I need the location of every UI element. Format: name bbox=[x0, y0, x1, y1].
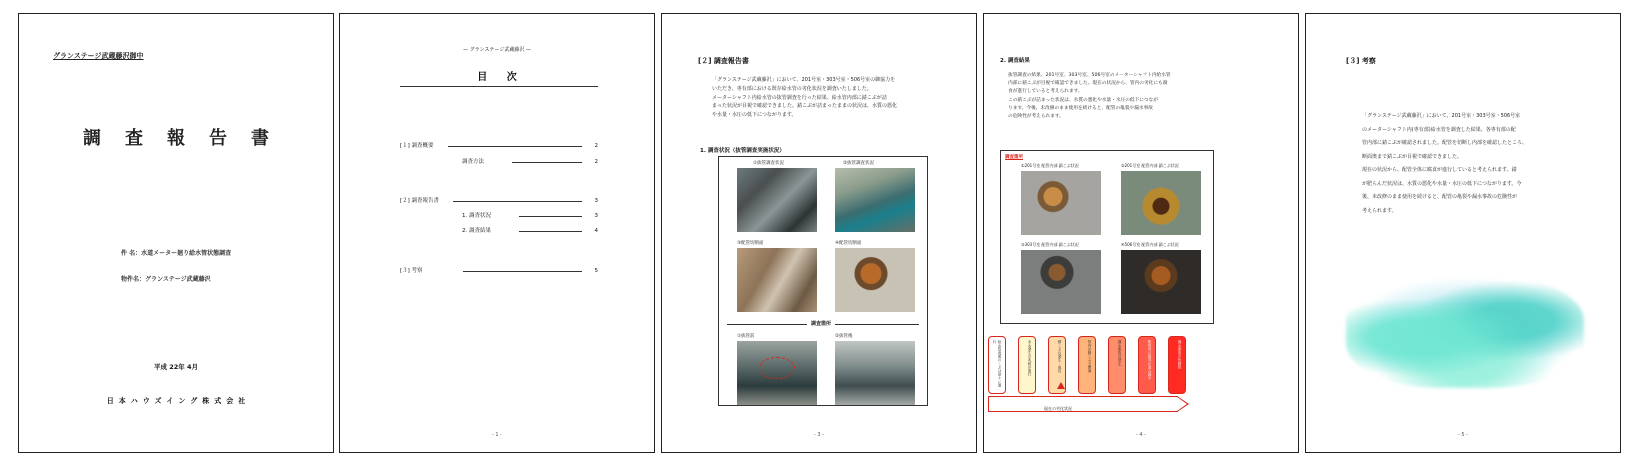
photo-cut-1 bbox=[737, 248, 817, 312]
photo-rust-201a bbox=[1021, 171, 1101, 235]
highlight-mark bbox=[759, 357, 795, 379]
toc-title: 目 次 bbox=[477, 72, 525, 83]
photo-caption: ②201号室 配管内部 錆こぶ状況 bbox=[1121, 163, 1179, 168]
divider-label: 調査箇所 bbox=[807, 320, 835, 327]
page-results[interactable] bbox=[983, 13, 1299, 453]
page-cover[interactable] bbox=[18, 13, 334, 453]
box-label: 調査箇所 bbox=[1005, 155, 1023, 160]
photo-rust-201b bbox=[1121, 171, 1201, 235]
section-heading: [２] 調査報告書 bbox=[698, 57, 749, 65]
report-title: 調査報告書 bbox=[83, 128, 293, 149]
stage-box: 錆こぶの発生・成長 bbox=[1048, 336, 1066, 394]
report-date: 平成 22年 4月 bbox=[153, 363, 199, 371]
stage-box: 給水管表面のこぶは徐々に進行 bbox=[988, 336, 1006, 394]
photo-frame bbox=[1000, 150, 1214, 324]
photo-survey-2 bbox=[835, 168, 915, 232]
photo-caption: ④配管切断面 bbox=[835, 241, 862, 246]
page-number: - 5 - bbox=[1458, 432, 1468, 438]
photo-rust-303 bbox=[1021, 250, 1101, 314]
photo-survey-1 bbox=[737, 168, 817, 232]
stage-box: 配管内の腐食が進み漏水 bbox=[1138, 336, 1156, 394]
subject-label: 件 名： bbox=[121, 250, 142, 257]
photo-rust-506 bbox=[1121, 250, 1201, 314]
subject-line bbox=[121, 248, 231, 257]
page-number: - 1 - bbox=[492, 432, 502, 438]
property-value: グランステージ武蔵藤沢 bbox=[145, 276, 211, 283]
photo-caption: ②抜管調査状況 bbox=[843, 161, 875, 166]
photo-caption: ①抜管調査状況 bbox=[753, 161, 785, 166]
arrow-label: 現在の劣化状況 bbox=[1044, 406, 1072, 411]
toc-entry[interactable]: [３] 考察 5 bbox=[400, 268, 598, 274]
page-discussion[interactable] bbox=[1305, 13, 1621, 453]
photo-frame bbox=[718, 156, 928, 406]
photo-location-2 bbox=[835, 341, 915, 405]
toc-rule bbox=[400, 86, 598, 87]
toc-entry[interactable]: 調査方法 2 bbox=[462, 159, 598, 165]
toc-entry[interactable]: [２] 調査報告書 3 bbox=[400, 198, 598, 204]
photo-caption: ④506号室 配管内部 錆こぶ状況 bbox=[1121, 242, 1179, 247]
photo-caption: ③配管切断面 bbox=[737, 241, 764, 246]
property-line bbox=[121, 274, 211, 283]
stage-box: 漏水事故の危険性 bbox=[1168, 336, 1186, 394]
toc-header: — グランステージ武蔵藤沢 — bbox=[463, 47, 531, 53]
stage-box: 赤水発生の兆候が進行 bbox=[1018, 336, 1036, 394]
toc-entry[interactable]: [１] 調査概要 2 bbox=[400, 143, 598, 149]
photo-caption: ②抜管後 bbox=[835, 334, 853, 339]
addressee: グランステージ武蔵藤沢御中 bbox=[53, 52, 144, 60]
subsection-heading: 1. 調査状況（抜管調査実施状況） bbox=[700, 148, 785, 154]
page-number: - 4 - bbox=[1136, 432, 1146, 438]
stage-box: 漏水事故の発生 bbox=[1108, 336, 1126, 394]
property-label: 物件名： bbox=[121, 276, 146, 283]
subject-value: 水道メーター廻り給水管状態調査 bbox=[141, 250, 232, 257]
toc-entry[interactable]: 1. 調査状況 3 bbox=[462, 213, 598, 219]
discussion-paragraph: 「グランステージ武蔵藤沢」において、201号室・303号室・506号室 のメーターシャフト内(専有部)給水管を調査した結果、各専有部の配 管内部に錆こぶが確認されました。配管を切断し内部を確認したところ、 断面奥まで錆こぶが目視で確認できました。 現在の状況から、配管全体に腐食が進行していると考えられます。錆 が肥らんだ状況は、水質の悪化や水量・水圧の低下につながります。今 後、未改修のまま使用を続けると、配管の亀裂や漏水事故の危険性が 考えられます。 bbox=[1362, 113, 1528, 214]
toc-entry[interactable]: 2. 調査結果 4 bbox=[462, 228, 598, 234]
section-heading: 2. 調査結果 bbox=[1000, 58, 1030, 64]
page-toc[interactable] bbox=[339, 13, 655, 453]
water-illustration bbox=[1346, 276, 1584, 388]
page-number: - 3 - bbox=[814, 432, 824, 438]
photo-caption: ①抜管前 bbox=[737, 334, 755, 339]
stage-box: 管内が錆こぶで閉塞 bbox=[1078, 336, 1096, 394]
page-report[interactable] bbox=[661, 13, 977, 453]
company-name: 日本ハウズイング株式会社 bbox=[106, 397, 251, 405]
report-paragraph: 「グランステージ武蔵藤沢」において、201号室・303号室・506号室の御協力を いただき、専有部における既存給水管の劣化状況を調査いたしました。 メーターシャフト内給水管の抜管調査を行った結果、給水管内部に錆こぶが詰 まった状況が目視で確認できました。錆こぶが詰まったままの状況は、水質の悪化 や水量・水圧の低下につながります。 bbox=[712, 77, 898, 118]
photo-cut-2 bbox=[835, 248, 915, 312]
photo-caption: ③303号室 配管内部 錆こぶ状況 bbox=[1021, 242, 1079, 247]
current-state-marker bbox=[1057, 382, 1065, 389]
photo-caption: ①201号室 配管内部 錆こぶ状況 bbox=[1021, 163, 1079, 168]
progression-arrow bbox=[988, 396, 1178, 412]
section-heading: [３] 考察 bbox=[1346, 57, 1376, 65]
results-paragraph: 抜管調査の結果、201号室、303号室、506号室のメーターシャフト内給水管 内部に錆こぶが目視で確認できました。現在の状況から、管内の劣化にも腐 食が進行していると考えられます。 この錆こぶが詰まった状況は、水質の悪化や水量・水圧の低下につなが ります。今後、未改修のまま使用を続けると、配管の亀裂や漏水事故 の危険性が考えられます。 bbox=[1008, 73, 1171, 120]
